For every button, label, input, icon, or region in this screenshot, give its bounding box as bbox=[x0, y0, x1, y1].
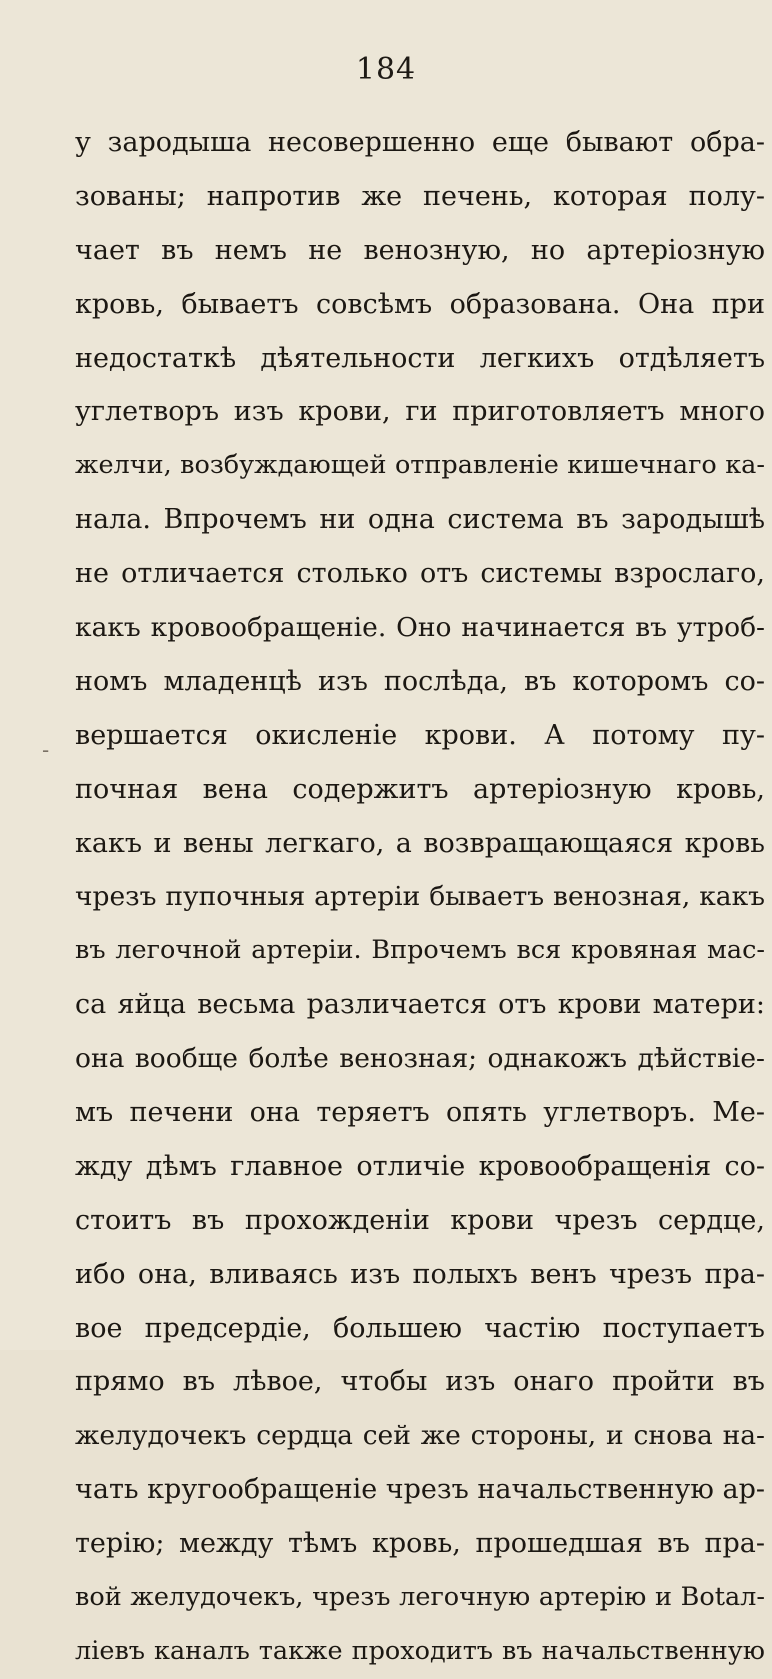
text-line: чрезъ пупочныя артеріи бываетъ венозная, какъ bbox=[75, 881, 765, 913]
text-line: кровь, бываетъ совсѣмъ образована. Она при bbox=[75, 288, 765, 320]
page-number: 184 bbox=[355, 52, 417, 87]
text-line: мъ печени она теряетъ опять углетворъ. Ме- bbox=[75, 1097, 765, 1129]
text-line: почная вена содержитъ артеріозную кровь, bbox=[75, 773, 765, 805]
text-line: недостаткѣ дѣятельности легкихъ отдѣляетъ bbox=[75, 342, 765, 374]
text-line: терію; между тѣмъ кровь, прошедшая въ пра- bbox=[75, 1528, 765, 1560]
text-line: номъ младенцѣ изъ послѣда, въ которомъ со- bbox=[75, 665, 765, 697]
body-text bbox=[75, 116, 765, 1679]
text-line: она вообще болѣе венозная; однакожъ дѣйствiе- bbox=[75, 1043, 765, 1075]
text-line: вое предсердіе, большею частію поступаетъ bbox=[75, 1312, 765, 1344]
text-line: какъ кровообращеніе. Оно начинается въ утроб- bbox=[75, 612, 765, 644]
text-line: вершается окисленіе крови. А потому пу- bbox=[75, 719, 765, 751]
text-line: са яйца весьма различается отъ крови матери: bbox=[75, 989, 765, 1021]
margin-dash-mark: - bbox=[42, 738, 50, 762]
text-line: ибо она, вливаясь изъ полыхъ венъ чрезъ пра- bbox=[75, 1258, 765, 1290]
text-line: вой желудочекъ, чрезъ легочную артерію и Botал- bbox=[75, 1582, 765, 1613]
text-line: жду дѣмъ главное отличіе кровообращенія со- bbox=[75, 1150, 765, 1182]
text-line: нала. Впрочемъ ни одна система въ зародышѣ bbox=[75, 504, 765, 536]
text-line: стоитъ въ прохожденіи крови чрезъ сердце, bbox=[75, 1204, 765, 1236]
text-line: желчи, возбуждающей отправленіе кишечнаго ка- bbox=[75, 450, 765, 481]
text-line: углетворъ изъ крови, ᴦи приготовляетъ много bbox=[75, 396, 765, 428]
text-line: у зародыша несовершенно еще бывают обра- bbox=[75, 127, 765, 158]
text-line: лiевъ каналъ также проходитъ въ начальственную bbox=[75, 1635, 765, 1666]
text-line: какъ и вены легкаго, а возвращающаяся кровь bbox=[75, 827, 765, 859]
text-line: не отличается столько отъ системы взрослаго, bbox=[75, 558, 765, 590]
text-line: прямо въ лѣвое, чтобы изъ онаго пройти въ bbox=[75, 1366, 765, 1398]
text-line: чает въ немъ не венозную, но артеріозную bbox=[75, 234, 765, 266]
text-line: чать кругообращеніе чрезъ начальственную ар- bbox=[75, 1474, 765, 1506]
text-line: зованы; напротив же печень, которая полу- bbox=[75, 180, 765, 212]
text-line: въ легочной артеріи. Впрочемъ вся кровяная мас- bbox=[75, 935, 765, 966]
text-line: желудочекъ сердца сей же стороны, и снова на- bbox=[75, 1420, 765, 1452]
